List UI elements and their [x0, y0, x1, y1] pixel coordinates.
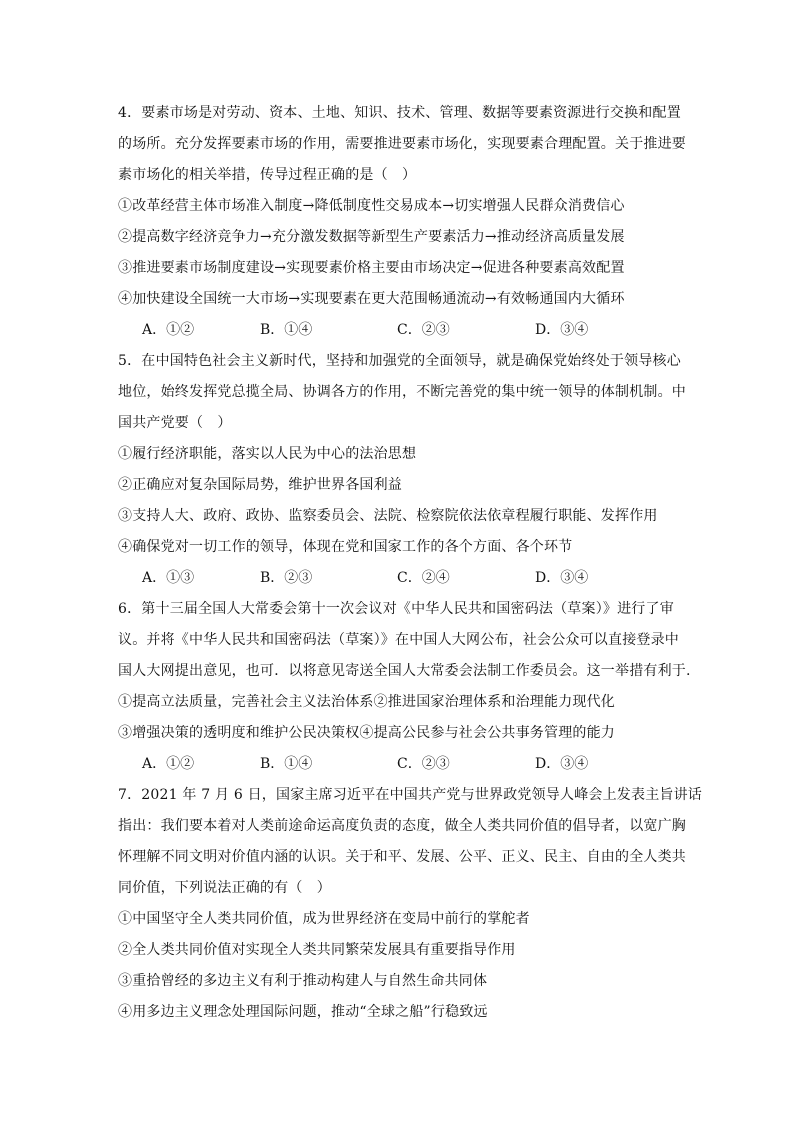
q5-item-3: ③支持人大、政府、政协、监察委员会、法院、检察院依法依章程履行职能、发挥作用 — [118, 508, 658, 524]
q7-item-2: ②全人类共同价值对实现全人类共同繁荣发展具有重要指导作用 — [118, 942, 516, 958]
q7-stem-line-2: 指出：我们要本着对人类前途命运高度负责的态度，做全人类共同价值的倡导者，以宽广胸 — [118, 818, 686, 834]
q6-option-b[interactable]: B．①④ — [260, 756, 313, 772]
q7-stem-line-4: 同价值，下列说法正确的有（ ） — [118, 880, 331, 896]
q4-option-a[interactable]: A．①② — [142, 322, 195, 338]
q5-item-4: ④确保党对一切工作的领导，体现在党和国家工作的各个方面、各个环节 — [118, 539, 573, 555]
q6-option-d[interactable]: D．③④ — [535, 756, 589, 772]
q7-stem-line-1: 7．2021 年 7 月 6 日，国家主席习近平在中国共产党与世界政党领导人峰会上发表主旨讲话 — [118, 787, 702, 803]
q4-option-d[interactable]: D．③④ — [535, 322, 589, 338]
q6-item-1: ①提高立法质量，完善社会主义法治体系②推进国家治理体系和治理能力现代化 — [118, 694, 615, 710]
q5-stem-line-2: 地位，始终发挥党总揽全局、协调各方的作用，不断完善党的集中统一领导的体制机制。中 — [118, 384, 686, 400]
q5-option-d[interactable]: D．③④ — [535, 570, 589, 586]
q6-option-c[interactable]: C．②③ — [397, 756, 450, 772]
q4-option-b[interactable]: B．①④ — [260, 322, 313, 338]
q5-stem-line-1: 5．在中国特色社会主义新时代，坚持和加强党的全面领导，就是确保党始终处于领导核心 — [118, 353, 681, 369]
q7-item-1: ①中国坚守全人类共同价值，成为世界经济在变局中前行的掌舵者 — [118, 911, 530, 927]
q4-item-1: ①改革经营主体市场准入制度→降低制度性交易成本→切实增强人民群众消费信心 — [118, 198, 625, 214]
q7-stem-line-3: 怀理解不同文明对价值内涵的认识。关于和平、发展、公平、正义、民主、自由的全人类共 — [118, 849, 686, 865]
q6-item-2: ③增强决策的透明度和维护公民决策权④提高公民参与社会公共事务管理的能力 — [118, 725, 615, 741]
q4-item-4: ④加快建设全国统一大市场→实现要素在更大范围畅通流动→有效畅通国内大循环 — [118, 291, 625, 307]
q4-item-2: ②提高数字经济竞争力→充分激发数据等新型生产要素活力→推动经济高质量发展 — [118, 229, 625, 245]
q4-stem-line-2: 的场所。充分发挥要素市场的作用，需要推进要素市场化，实现要素合理配置。关于推进要 — [118, 136, 686, 152]
q5-option-b[interactable]: B．②③ — [260, 570, 313, 586]
q5-option-a[interactable]: A．①③ — [142, 570, 195, 586]
q5-item-1: ①履行经济职能，落实以人民为中心的法治思想 — [118, 446, 417, 462]
q5-item-2: ②正确应对复杂国际局势，维护世界各国利益 — [118, 477, 402, 493]
q4-stem-line-1: 4．要素市场是对劳动、资本、土地、知识、技术、管理、数据等要素资源进行交换和配置 — [118, 105, 681, 121]
q4-item-3: ③推进要素市场制度建设→实现要素价格主要由市场决定→促进各种要素高效配置 — [118, 260, 625, 276]
q4-option-c[interactable]: C．②③ — [397, 322, 450, 338]
q5-option-c[interactable]: C．②④ — [397, 570, 450, 586]
q5-stem-line-3: 国共产党要（ ） — [118, 415, 232, 431]
q7-item-3: ③重拾曾经的多边主义有利于推动构建人与自然生命共同体 — [118, 973, 488, 989]
q6-stem-line-2: 议。并将《中华人民共和国密码法（草案）》在中国人大网公布，社会公众可以直接登录中 — [118, 632, 679, 648]
q6-stem-line-1: 6．第十三届全国人大常委会第十一次会议对《中华人民共和国密码法（草案）》进行了审 — [118, 601, 674, 617]
q6-stem-line-3: 国人大网提出意见，也可．以将意见寄送全国人大常委会法制工作委员会。这一举措有利于. — [118, 663, 691, 679]
q7-item-4: ④用多边主义理念处理国际问题，推动“全球之船”行稳致远 — [118, 1004, 488, 1020]
q6-option-a[interactable]: A．①② — [142, 756, 195, 772]
q4-stem-line-3: 素市场化的相关举措，传导过程正确的是（ ） — [118, 167, 417, 183]
